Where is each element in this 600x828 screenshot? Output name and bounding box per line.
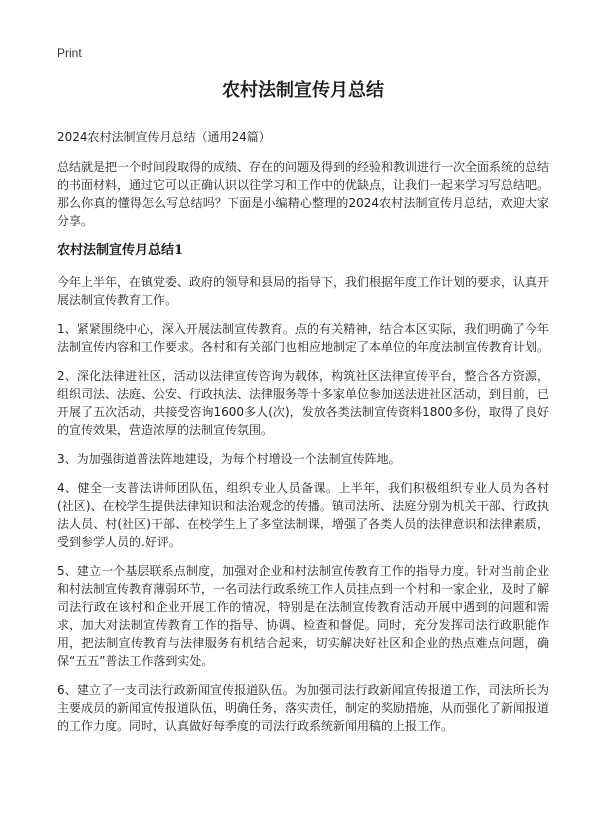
document-title: 农村法制宣传月总结 [222, 80, 384, 101]
print-link[interactable]: Print [57, 46, 82, 60]
document-body [57, 78, 549, 746]
paragraph-item-3: 3、为加强街道普法阵地建设，为每个村增设一个法制宣传阵地。 [57, 452, 401, 466]
section-heading: 农村法制宣传月总结1 [57, 243, 184, 258]
paragraph-opening: 今年上半年，在镇党委、政府的领导和县局的指导下，我们根据年度工作计划的要求，认真开展法制宣传教育工作。 [57, 275, 550, 307]
intro-paragraph: 总结就是把一个时间段取得的成绩、存在的问题及得到的经验和教训进行一次全面系统的总结的书面材料，通过它可以正确认识以往学习和工作中的优缺点，让我们一起来学习写总结吧。那么你真的懂得怎么写总结吗？下面是小编精心整理的2024农村法制宣传月总结，欢迎大家分享。 [57, 160, 550, 228]
paragraph-item-1: 1、紧紧围绕中心，深入开展法制宣传教育。点的有关精神，结合本区实际，我们明确了今年法制宣传内容和工作要求。各村和有关部门也相应地制定了本单位的年度法制宣传教育计划。 [57, 322, 550, 354]
paragraph-item-5: 5、建立一个基层联系点制度，加强对企业和村法制宣传教育工作的指导力度。针对当前企业和村法制宣传教育薄弱环节，一名司法行政系统工作人员挂点到一个村和一家企业，及时了解司法行政在该村和企业开展工作的情况，特别是在法制宣传教育活动开展中遇到的问题和需求，加大对法制宣传教育工作的指导、协调、检查和督促。同时，充分发挥司法行政职能作用，把法制宣传教育与法律服务有机结合起来，切实解决好社区和企业的热点难点问题，确保“五五”普法工作落到实处。 [57, 564, 550, 668]
paragraph-item-2: 2、深化法律进社区，活动以法律宣传咨询为载体，构筑社区法律宣传平台，整合各方资源，组织司法、法庭、公安、行政执法、法律服务等十多家单位参加送法进社区活动，到目前，已开展了五次活动，共接受咨询1600多人(次)，发放各类法制宣传资料1800多份，取得了良好的宣传效果，营造浓厚的法制宣传氛围。 [57, 369, 550, 437]
document-subtitle: 2024农村法制宣传月总结（通用24篇） [57, 130, 271, 144]
paragraph-item-6: 6、建立了一支司法行政新闻宣传报道队伍。为加强司法行政新闻宣传报道工作，司法所长为主要成员的新闻宣传报道队伍，明确任务，落实责任，制定的奖励措施，从而强化了新闻报道的工作力度。同时，认真做好每季度的司法行政系统新闻用稿的上报工作。 [57, 683, 550, 733]
paragraph-item-4: 4、健全一支普法讲师团队伍，组织专业人员备课。上半年，我们积极组织专业人员为各村(社区)、在校学生提供法律知识和法治观念的传播。镇司法所、法庭分别为机关干部、行政执法人员、村(社区)干部、在校学生上了多堂法制课，增强了各类人员的法律意识和法律素质，受到参学人员的.好评。 [57, 481, 549, 549]
